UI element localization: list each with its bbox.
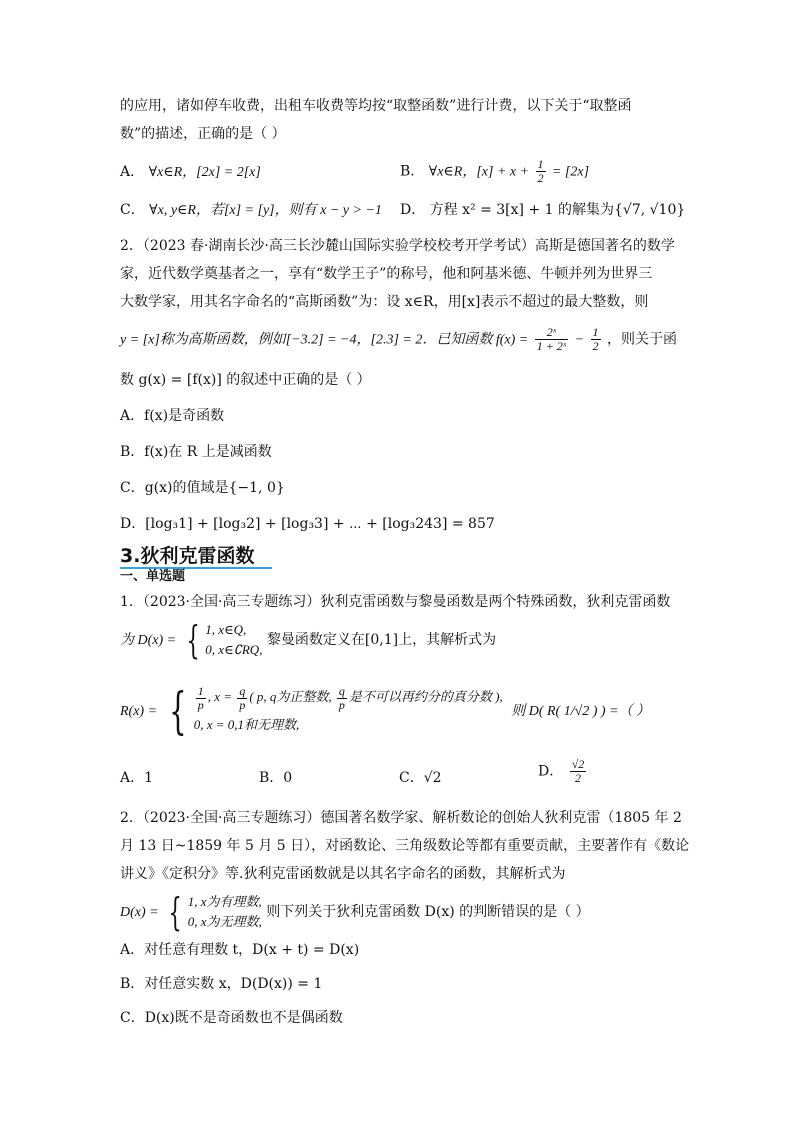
riemann-definition: R(x) = { $\frac{1}{p}$ , x = $\frac{q}{p}$ ( p, q为正整数, $\frac{q}{p}$ 是不可以再约分的真分数 ), 0, x = 0,1和无理数, 则 D( R( 1/√2 ) ) =（ ）	[120, 681, 651, 740]
left-brace: {	[186, 618, 200, 662]
dirichlet-cases-2: 1, x为有理数, 0, x为无理数,	[187, 894, 262, 929]
q2-line-5: 数 g(x) = [f(x)] 的叙述中正确的是（ ）	[120, 372, 371, 388]
q1-option-d[interactable]: D． 方程 x² = 3[x] + 1 的解集为{√7, √10}	[400, 202, 686, 218]
q2-line-2: 家，近代数学奠基者之一，享有“数学王子”的称号，他和阿基米德、牛顿并列为世界三	[120, 266, 653, 282]
left-brace: {	[168, 681, 187, 740]
q1-option-b-math-pre: ∀x∈R，[x] + x +	[428, 164, 530, 180]
s3q2-line-1: 2．（2023·全国·高三专题练习）德国著名数学家、解析数论的创始人狄利克雷（1805 年 2	[120, 810, 682, 826]
s3q2-line-3: 讲义》《定积分》等.狄利克雷函数就是以其名字命名的函数，其解析式为	[120, 866, 566, 882]
section-title: 3.狄利克雷函数	[120, 545, 255, 567]
riemann-question: 则 D( R( 1/√2 ) ) =（ ）	[511, 703, 651, 719]
q1-option-a-math: ∀x∈R，[2x] = 2[x]	[148, 165, 261, 180]
q2-option-a[interactable]: A．f(x)是奇函数	[120, 408, 225, 424]
q2-line-3: 大数学家，用其名字命名的“高斯函数”为：设 x∈R，用[x]表示不超过的最大整数，则	[120, 294, 649, 310]
q2-option-c[interactable]: C．g(x)的值域是{−1, 0}	[120, 480, 285, 496]
q2-option-b[interactable]: B．f(x)在 R 上是减函数	[120, 444, 272, 460]
q2-fraction-2: $\frac{1}{2}$	[592, 325, 599, 353]
q1-option-b-math-post: = [2x]	[551, 164, 590, 180]
q1-option-b-fraction: $\frac{1}{2}$	[537, 157, 544, 185]
riemann-fraction-2: $\frac{q}{p}$	[239, 683, 246, 712]
riemann-fraction-3: $\frac{q}{p}$	[338, 683, 345, 712]
s3q2-line-2: 月 13 日~1859 年 5 月 5 日），对函数论、三角级数论等都有重要贡献，主要著作有《数论	[120, 838, 690, 854]
q1-option-a[interactable]: A． ∀x∈R，[2x] = 2[x]	[120, 164, 261, 180]
s3q1-option-c[interactable]: C．√2	[399, 770, 442, 786]
q1-option-c[interactable]: C． ∀x, y∈R，若[x] = [y]，则有 x − y > −1	[120, 202, 382, 218]
intro-line-1: 的应用，诸如停车收费，出租车收费等均按“取整函数”进行计费，以下关于“取整函	[120, 98, 632, 114]
q2-line-1: 2．（2023 春·湖南长沙·高三长沙麓山国际实验学校校考开学考试）高斯是德国著名的数学	[120, 238, 675, 254]
left-brace: {	[168, 890, 182, 934]
q1-option-c-math: ∀x, y∈R，若[x] = [y]，则有 x − y > −1	[149, 203, 382, 218]
s3q2-option-a[interactable]: A．对任意有理数 t，D(x + t) = D(x)	[120, 942, 360, 958]
intro-line-2: 数”的描述，正确的是（ ）	[120, 126, 286, 142]
s3q1-option-a[interactable]: A．1	[120, 770, 154, 786]
riemann-cases: $\frac{1}{p}$ , x = $\frac{q}{p}$ ( p, q为正整数, $\frac{q}{p}$ 是不可以再约分的真分数 ), 0, x = 0,1和无理数,	[193, 683, 503, 732]
s3q1-option-d-fraction: $\frac{√2}{2}$	[571, 757, 585, 785]
s3q2-option-c[interactable]: C．D(x)既不是奇函数也不是偶函数	[120, 1010, 343, 1026]
s3q1-option-b[interactable]: B．0	[259, 770, 293, 786]
riemann-fraction-1: $\frac{1}{p}$	[197, 683, 204, 712]
s3q2-line-4: D(x) = { 1, x为有理数, 0, x为无理数, 则下列关于狄利克雷函数 D(x) 的判断错误的是（ ）	[120, 890, 590, 934]
s3q1-line-1: 1．（2023·全国·高三专题练习）狄利克雷函数与黎曼函数是两个特殊函数，狄利克雷函数	[120, 594, 671, 610]
q1-option-b[interactable]: B． ∀x∈R，[x] + x + $\frac{1}{2}$ = [2x]	[400, 157, 590, 185]
q2-fraction-1: $\frac{\text{2ˣ}}{\text{1 + 2ˣ}}$	[536, 325, 567, 353]
q1-option-d-text: 方程 x² = 3[x] + 1 的解集为{√7, √10}	[429, 202, 686, 218]
s3q1-option-d[interactable]: D． $\frac{√2}{2}$	[538, 757, 585, 785]
q2-line-4: y = [x]称为高斯函数，例如[−3.2] = −4，[2.3] = 2．已知函数 f(x) = $\frac{\text{2ˣ}}{\text{1 + 2ˣ}}$ − $\frac{1}{2}$ ，则关于函	[120, 325, 677, 353]
s3q1-line-2: 为 D(x) = { 1, x∈Q, 0, x∈∁RQ, 黎曼函数定义在[0,1]上，其解析式为	[120, 618, 497, 662]
dirichlet-cases: 1, x∈Q, 0, x∈∁RQ,	[205, 622, 263, 657]
s3q2-option-b[interactable]: B．对任意实数 x，D(D(x)) = 1	[120, 976, 323, 992]
q2-option-d[interactable]: D．[log₃1] + [log₃2] + [log₃3] + ⋯ + [log₃243] = 857	[120, 516, 495, 532]
section-subtitle: 一、单选题	[120, 569, 186, 584]
